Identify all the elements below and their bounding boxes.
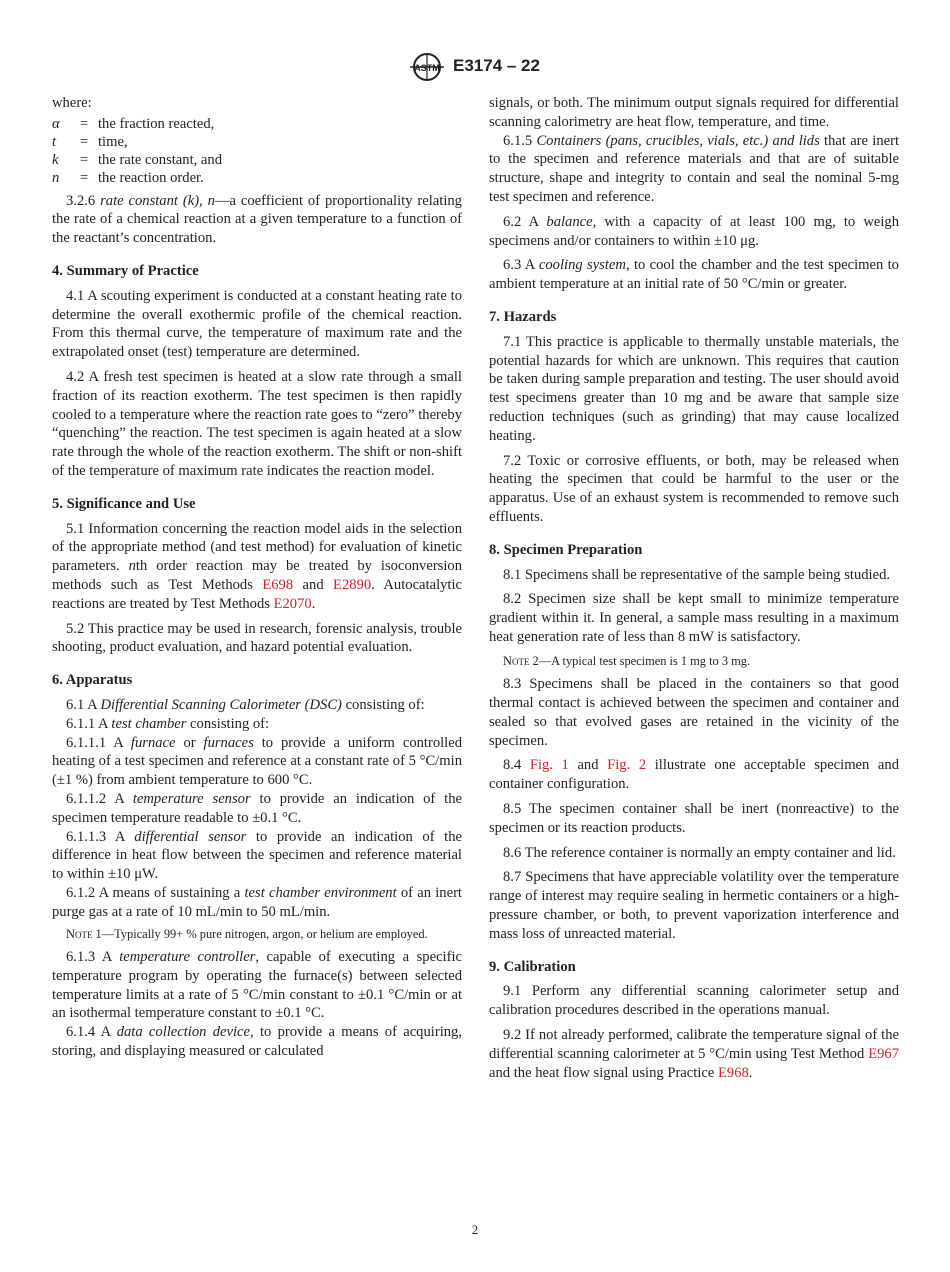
- section-heading-6: 6. Apparatus: [52, 672, 133, 689]
- link-e968[interactable]: E968: [717, 1064, 749, 1081]
- link-fig-2[interactable]: Fig. 2: [607, 757, 647, 774]
- astm-logo-icon: [407, 52, 447, 82]
- paragraph-4-2: 4.2 A fresh test specimen is heated at a slow rate through a small fraction of its reaction exotherm. The test specimen is then rapidly cooled to a temperature where the reaction rate goes to “zero” thereby “quenching” the reaction. The test specimen is again heated at a slow rate through the whole of the reaction exotherm. The shift or non-shift of the temperature of maximum rate indicates the reaction model.: [52, 368, 462, 479]
- symbol-definitions: [52, 115, 462, 188]
- paragraph-6-1-1-1: 6.1.1.1 A furnace or furnaces to provide a uniform controlled heating of a test specimen and reference at a constant rate of 5 °C/min (±1 %) from ambient temperature to 600 °C.: [52, 734, 463, 789]
- paragraph-6-1-1-2: 6.1.1.2 A temperature sensor to provide an indication of the specimen temperature readable to ±0.1 °C.: [52, 790, 463, 826]
- page-number: 2: [471, 1222, 479, 1237]
- paragraph-6-1-1-3: 6.1.1.3 A differential sensor to provide an indication of the difference in heat flow between the specimen and reference material to within ±10 μW.: [52, 828, 462, 883]
- link-e2890[interactable]: E2890: [333, 576, 372, 593]
- definition-row: α = the fraction reacted,: [52, 115, 215, 132]
- paragraph-7-1: 7.1 This practice is applicable to thermally unstable materials, the potential hazards for which are unknown. This requires that caution be taken during sample preparation and testing. The user should avoid test specimens greater than 10 mg and be aware that sample size reduction techniques (such as grinding) that may cause localized heating.: [489, 333, 899, 444]
- paragraph-4-1: 4.1 A scouting experiment is conducted at a constant heating rate to determine the overall exothermic profile of the chemical reaction. From this thermal curve, the temperature of maximum rate and the extrapolated onset (test) temperature are determined.: [52, 287, 462, 361]
- paragraph-5-2: 5.2 This practice may be used in research, forensic analysis, trouble shooting, product evaluation, and hazard potential evaluation.: [52, 620, 462, 656]
- where-label: where:: [52, 95, 92, 111]
- paragraph-8-2: 8.2 Specimen size shall be kept small to minimize temperature gradient within it. In general, a sample mass resulting in a maximum heat generation rate of less than 8 mW is satisfactory.: [489, 591, 899, 645]
- paragraph-8-7: 8.7 Specimens that have appreciable volatility over the temperature range of interest may require sealing in hermetic containers or a high-pressure chamber, or both, to prevent vaporization interference and mass loss of unreacted material.: [489, 869, 899, 942]
- paragraph-6-3: 6.3 A cooling system, to cool the chamber and the test specimen to ambient temperature at an initial rate of 50 °C/min or greater.: [489, 257, 899, 293]
- paragraph-6-1-1: 6.1.1 A test chamber consisting of:: [66, 715, 270, 732]
- paragraph-3-2-6: 3.2.6 rate constant (k), n—a coefficient of proportionality relating the rate of a chemical reaction at a given temperature to a function of the reactant’s concentration.: [52, 192, 462, 247]
- paragraph-8-3: 8.3 Specimens shall be placed in the containers so that good thermal contact is achieved between the specimen and container and sealed so that evolved gases are retained in the vicinity of the specimen.: [489, 676, 899, 749]
- section-heading-4: 4. Summary of Practice: [52, 263, 199, 279]
- note-1: Note 1—Typically 99+ % pure nitrogen, argon, or helium are employed.: [66, 926, 428, 941]
- paragraph-9-2: 9.2 If not already performed, calibrate the temperature signal of the differential scanning calorimeter at 5 °C/min using Test Method E967 and the heat flow signal using Practice E968.: [489, 1026, 899, 1081]
- paragraph-continued: signals, or both. The minimum output signals required for differential scanning calorimetry are heat flow, temperature, and time.: [489, 95, 899, 130]
- paragraph-8-1: 8.1 Specimens shall be representative of the sample being studied.: [503, 566, 891, 583]
- paragraph-6-2: 6.2 A balance, with a capacity of at least 100 mg, to weigh specimens and/or containers to within ±10 μg.: [489, 213, 899, 249]
- paragraph-6-1: 6.1 A Differential Scanning Calorimeter (DSC) consisting of:: [66, 696, 425, 713]
- definition-row: t = time,: [52, 134, 128, 150]
- paragraph-6-1-5: 6.1.5 Containers (pans, crucibles, vials, etc.) and lids that are inert to the specimen and reference materials and that are of suitable structure, shape and integrity to contain and seal the nominal 5-mg test specimen and reference.: [489, 132, 900, 205]
- link-e967[interactable]: E967: [868, 1045, 899, 1062]
- definition-row: n = the reaction order.: [52, 170, 204, 187]
- paragraph-9-1: 9.1 Perform any differential scanning calorimeter setup and calibration procedures described in the operations manual.: [489, 983, 899, 1019]
- paragraph-6-1-2: 6.1.2 A means of sustaining a test chamber environment of an inert purge gas at a rate of 10 mL/min to 50 mL/min.: [52, 884, 462, 920]
- left-column: [52, 94, 462, 1061]
- paragraph-8-5: 8.5 The specimen container shall be inert (nonreactive) to the specimen or its reaction products.: [489, 801, 899, 836]
- section-heading-8: 8. Specimen Preparation: [489, 541, 643, 558]
- link-e698[interactable]: E698: [262, 576, 294, 593]
- svg-text:ASTM: ASTM: [414, 63, 440, 73]
- paragraph-8-4: 8.4 Fig. 1 and Fig. 2 illustrate one acceptable specimen and container configuration.: [489, 757, 900, 793]
- paragraph-7-2: 7.2 Toxic or corrosive effluents, or both, may be released when heating the specimen that could be harmful to the user or the apparatus. Use of an exhaust system is recommended to remove such effluents.: [489, 452, 899, 525]
- page-header: [0, 48, 950, 88]
- paragraph-6-1-3: 6.1.3 A temperature controller, capable of executing a specific temperature program by operating the furnace(s) between selected temperature limits at a rate of 5 °C/min constant to ±0.1 °C/min or at an isothermal temperature constant to ±0.1 °C.: [52, 949, 462, 1022]
- section-heading-7: 7. Hazards: [489, 308, 557, 325]
- document-id: E3174 – 22: [453, 56, 540, 75]
- section-heading-9: 9. Calibration: [489, 958, 576, 975]
- section-heading-5: 5. Significance and Use: [52, 495, 196, 512]
- link-fig-1[interactable]: Fig. 1: [529, 757, 569, 774]
- paragraph-5-1: 5.1 Information concerning the reaction model aids in the selection of the appropriate method (and test method) for evaluation of kinetic parameters. nth order reaction may be treated by isoconversion methods such as Test Methods E698 and E2890. Autocatalytic reactions are treated by Test Methods E2070.: [52, 520, 463, 612]
- paragraph-8-6: 8.6 The reference container is normally an empty container and lid.: [503, 844, 896, 861]
- note-2: Note 2—A typical test specimen is 1 mg to 3 mg.: [503, 653, 751, 668]
- right-column: [489, 94, 899, 1088]
- paragraph-6-1-4: 6.1.4 A data collection device, to provide a means of acquiring, storing, and displaying measured or calculated: [52, 1024, 462, 1059]
- definition-row: k = the rate constant, and: [52, 152, 222, 169]
- link-e2070[interactable]: E2070: [273, 595, 312, 612]
